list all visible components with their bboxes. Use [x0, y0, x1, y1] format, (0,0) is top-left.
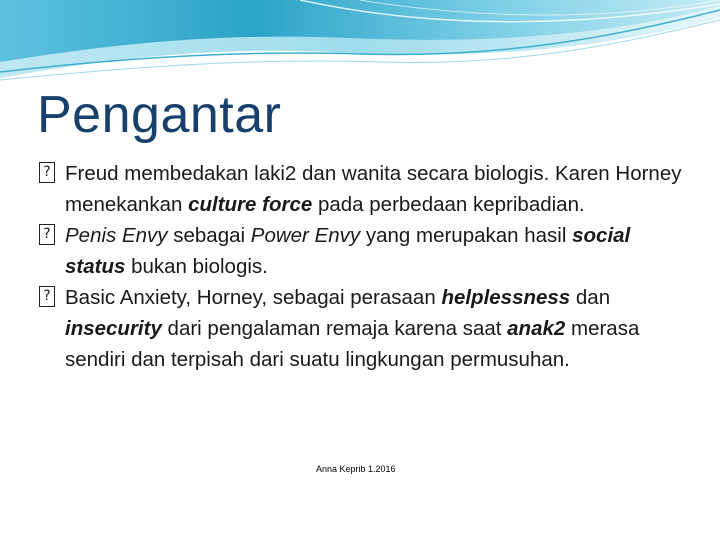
bullet-marker-icon: ? — [39, 286, 55, 307]
bullet-emphasis: social status — [65, 224, 631, 278]
bullet-text: dari pengalaman remaja karena saat — [161, 317, 508, 340]
bullet-text: yang merupakan hasil — [360, 224, 573, 247]
bullet-list — [36, 158, 696, 375]
bullet-item-penis-envy — [36, 220, 696, 282]
bullet-item-freud — [36, 158, 696, 220]
slide-footer: Anna Keprib 1.2016 — [316, 464, 396, 474]
bullet-italic: Penis Envy — [65, 224, 168, 247]
bullet-marker-icon: ? — [39, 224, 55, 245]
bullet-emphasis: insecurity — [65, 317, 162, 340]
bullet-text: sebagai — [167, 224, 251, 247]
slide-title: Pengantar — [37, 86, 282, 144]
bullet-text: Basic Anxiety, Horney, sebagai perasaan — [65, 286, 442, 309]
bullet-text: merasa sendiri dan terpisah dari suatu lingkungan permusuhan. — [65, 317, 640, 371]
bullet-text: Freud membedakan laki2 dan wanita secara biologis. Karen Horney menekankan — [65, 162, 682, 216]
bullet-text: dan — [570, 286, 611, 309]
bullet-item-basic-anxiety — [36, 282, 696, 375]
bullet-text: bukan biologis. — [125, 255, 268, 278]
bullet-emphasis: helplessness — [441, 286, 571, 309]
bullet-italic: Power Envy — [250, 224, 361, 247]
bullet-marker-icon: ? — [39, 162, 55, 183]
bullet-emphasis: anak2 — [507, 317, 566, 340]
bullet-emphasis: culture force — [188, 193, 313, 216]
bullet-text: pada perbedaan kepribadian. — [312, 193, 585, 216]
